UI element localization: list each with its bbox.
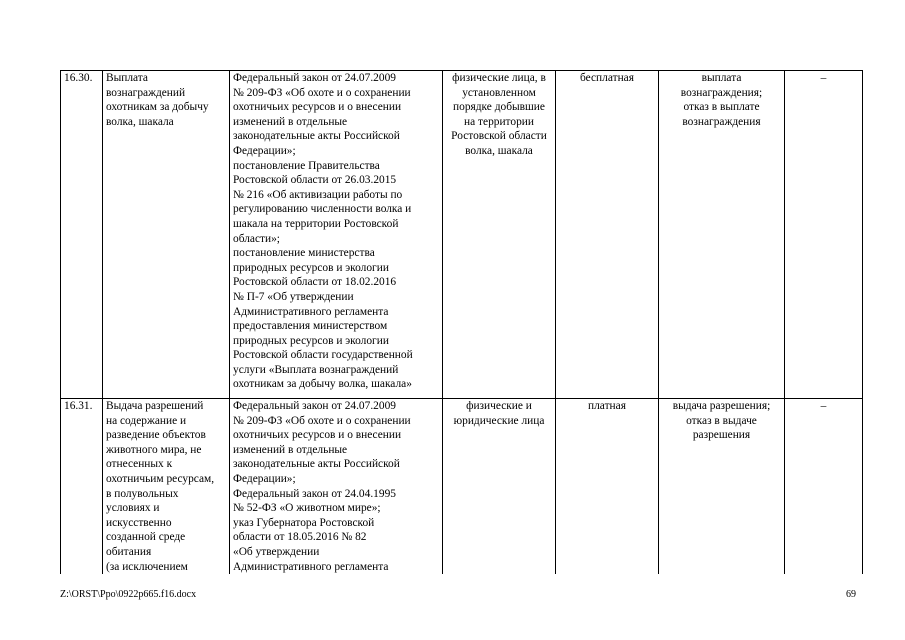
service-name: Выдача разрешений на содержание и разведение объектов животного мира, не отнесенных к охотничьим ресурсам, в полувольных условиях и искусственно созданной среде обитания (за исключением xyxy=(103,399,230,575)
extra-column: – xyxy=(785,71,863,399)
page-number: 69 xyxy=(846,589,856,600)
recipients: физические лица, в установленном порядке добывшие на территории Ростовской области волка, шакала xyxy=(443,71,556,399)
service-result: выдача разрешения; отказ в выдаче разрешения xyxy=(659,399,785,575)
fee-type: бесплатная xyxy=(556,71,659,399)
legal-basis: Федеральный закон от 24.07.2009 № 209-ФЗ «Об охоте и о сохранении охотничьих ресурсов и о внесении изменений в отдельные законодательные акты Российской Федерации»; постановление Правительства Ростовской области от 26.03.2015 № 216 «Об активизации работы по регулированию численности волка и шакала на территории Ростовской области»; постановление министерства природных ресурсов и экологии Ростовской области от 18.02.2016 № П-7 «Об утверждении Административного регламента предоставления министерством природных ресурсов и экологии Ростовской области государственной услуги «Выплата вознаграждений охотникам за добычу волка, шакала» xyxy=(230,71,443,399)
service-name: Выплата вознаграждений охотникам за добычу волка, шакала xyxy=(103,71,230,399)
file-path-footer: Z:\ORST\Ppo\0922p665.f16.docx xyxy=(60,589,197,600)
service-result: выплата вознаграждения; отказ в выплате вознаграждения xyxy=(659,71,785,399)
legal-basis: Федеральный закон от 24.07.2009 № 209-ФЗ «Об охоте и о сохранении охотничьих ресурсов и о внесении изменений в отдельные законодательные акты Российской Федерации»; Федеральный закон от 24.04.1995 № 52-ФЗ «О животном мире»; указ Губернатора Ростовской области от 18.05.2016 № 82 «Об утверждении Административного регламента xyxy=(230,399,443,575)
fee-type: платная xyxy=(556,399,659,575)
table-row xyxy=(61,399,863,575)
table-row xyxy=(61,71,863,399)
row-number: 16.30. xyxy=(61,71,103,399)
extra-column: – xyxy=(785,399,863,575)
row-number: 16.31. xyxy=(61,399,103,575)
services-table xyxy=(60,70,863,574)
recipients: физические и юридические лица xyxy=(443,399,556,575)
